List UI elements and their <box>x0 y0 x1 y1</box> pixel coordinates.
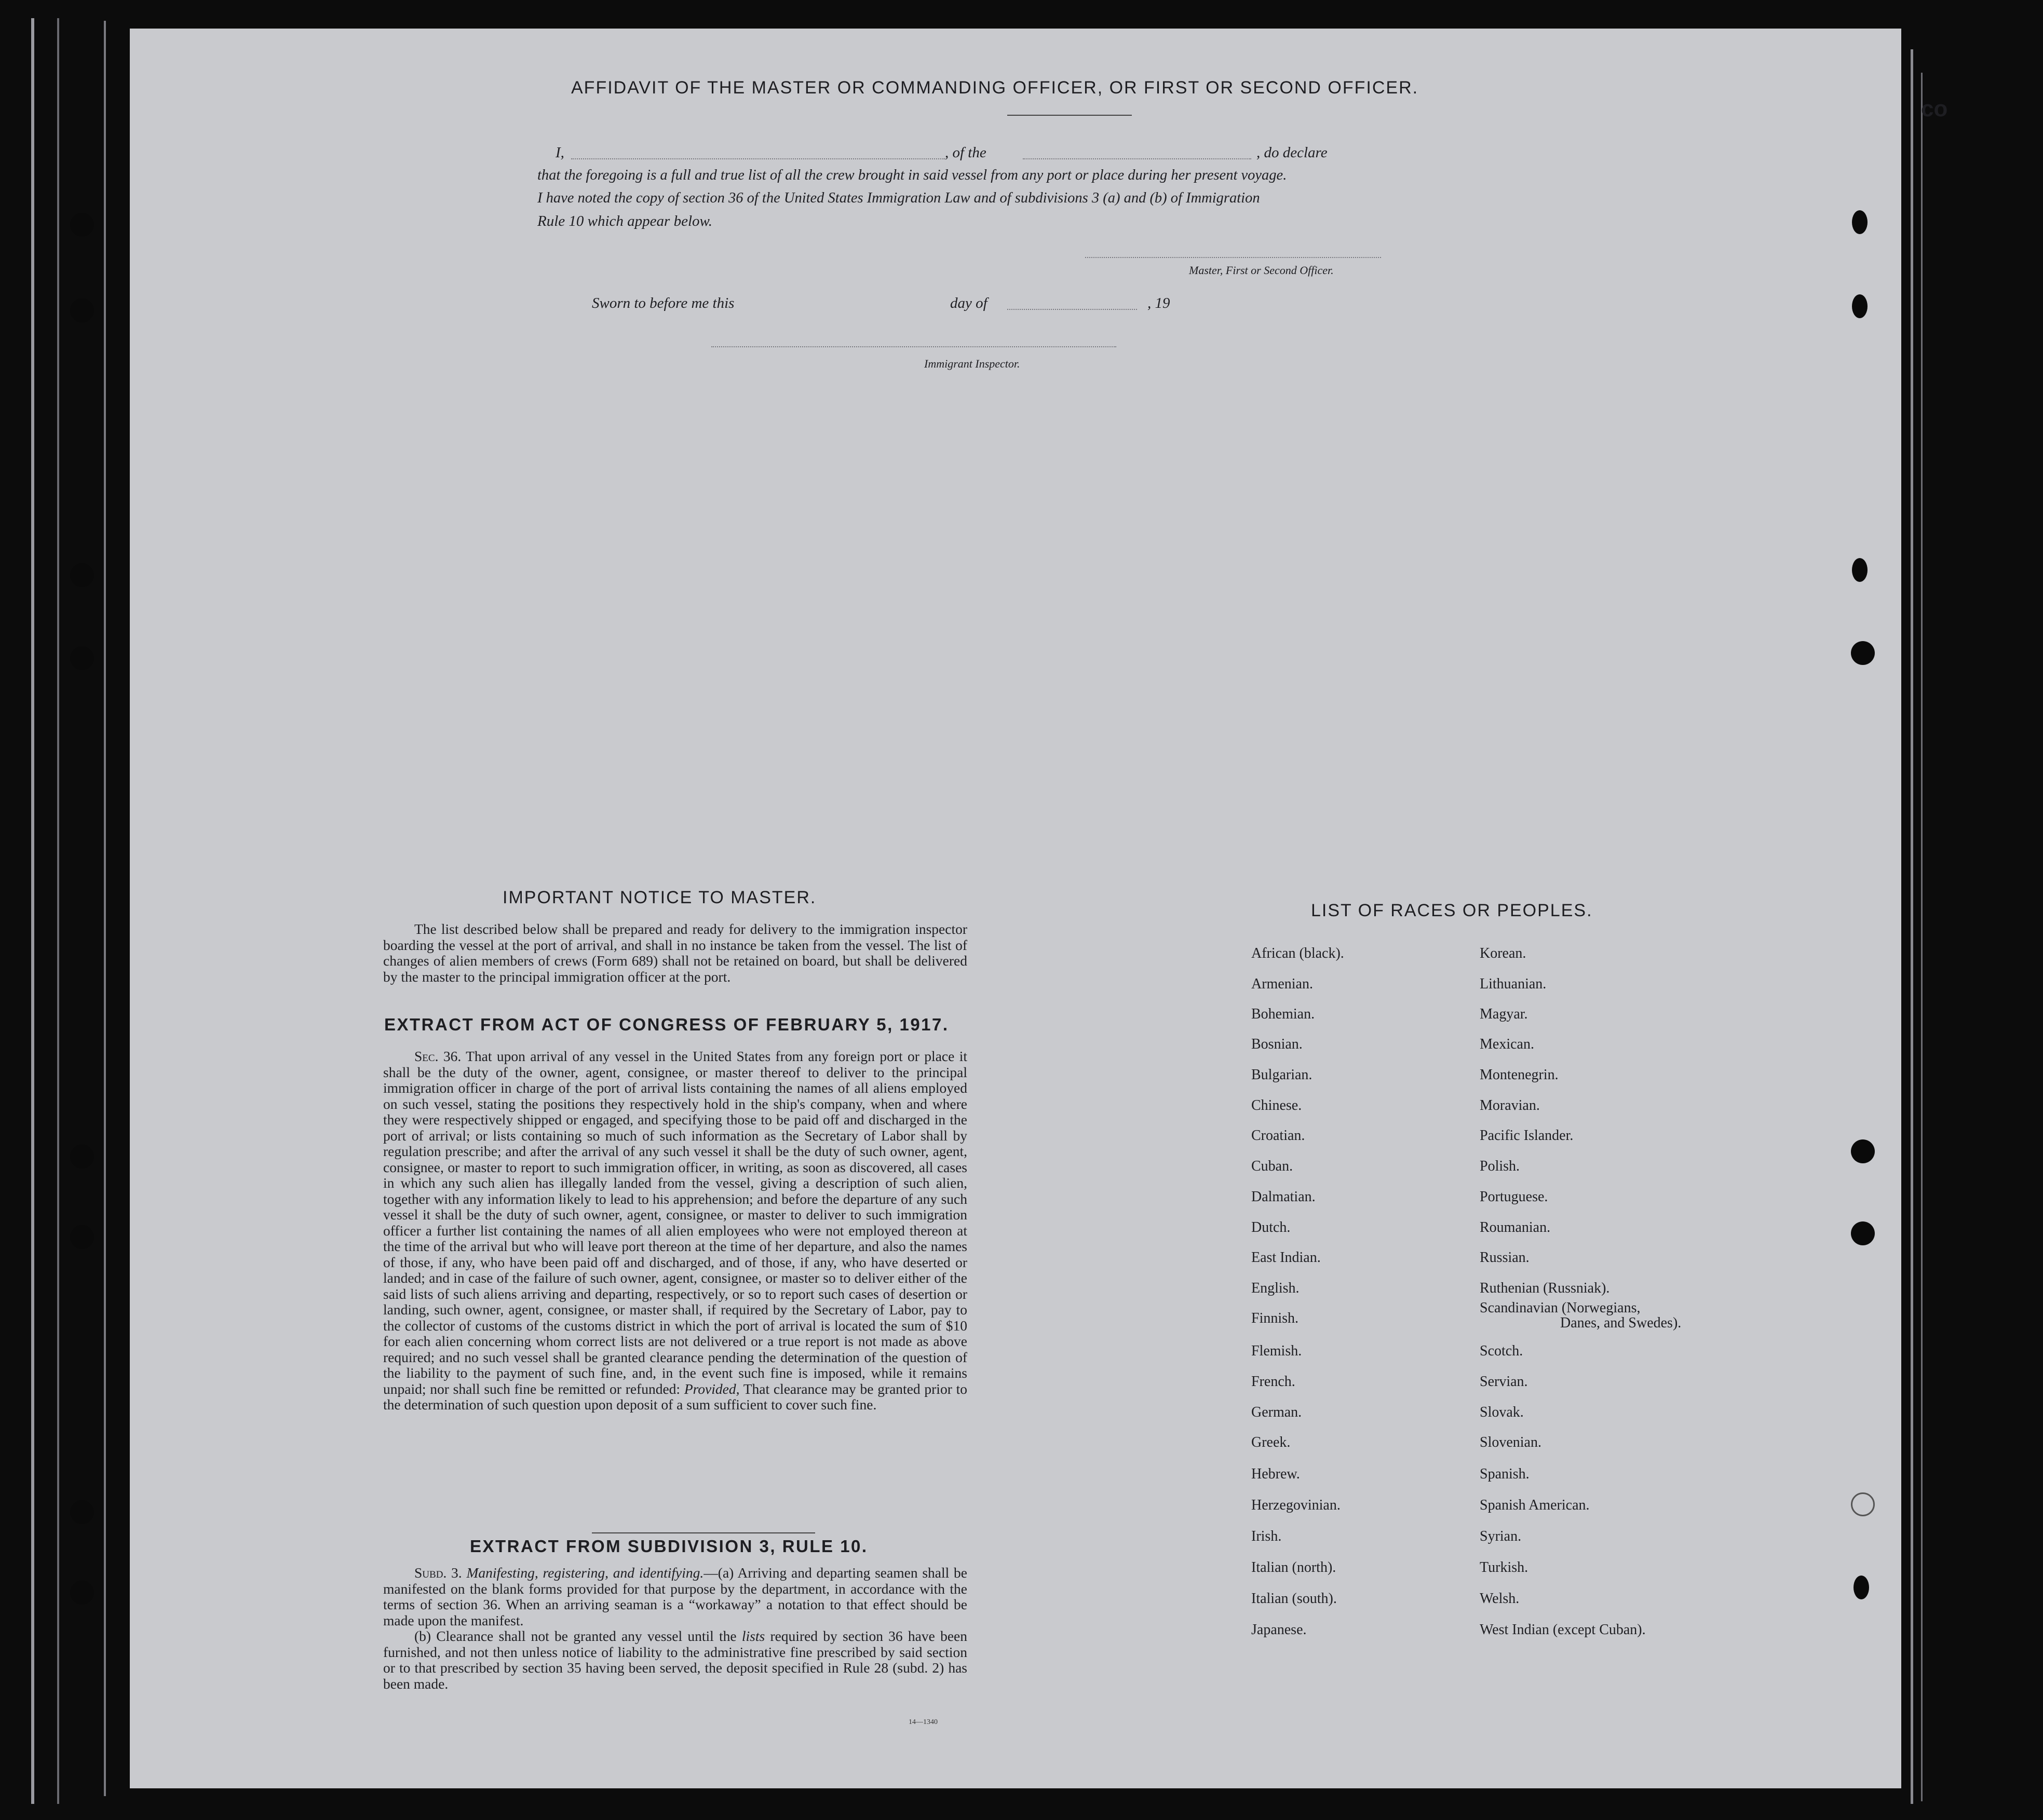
binder-edge <box>1921 73 1923 1801</box>
race-item: Syrian. <box>1480 1528 1522 1544</box>
punch-hole <box>1851 1492 1875 1516</box>
punch-hole <box>1851 1221 1875 1245</box>
race-item: English. <box>1251 1280 1300 1296</box>
punch-hole <box>1852 210 1868 234</box>
race-item: Magyar. <box>1480 1006 1528 1022</box>
race-item: Bohemian. <box>1251 1006 1315 1022</box>
race-item: Bosnian. <box>1251 1036 1303 1052</box>
race-item: Slovak. <box>1480 1404 1524 1420</box>
race-item: Cuban. <box>1251 1158 1293 1174</box>
rule-a-text <box>383 1565 967 1628</box>
race-item: Polish. <box>1480 1158 1520 1174</box>
race-item: Russian. <box>1480 1249 1530 1266</box>
race-item: Italian (south). <box>1251 1591 1337 1607</box>
notice-block <box>383 921 967 985</box>
master-signature-blank <box>1085 257 1381 258</box>
race-item: Ruthenian (Russniak). <box>1480 1280 1610 1296</box>
race-item: Mexican. <box>1480 1036 1534 1052</box>
race-item: Moravian. <box>1480 1097 1540 1113</box>
punch-hole <box>70 1500 94 1524</box>
race-item: Roumanian. <box>1480 1219 1551 1235</box>
binder-edge <box>104 21 106 1796</box>
punch-hole <box>70 213 94 237</box>
race-item: Scandinavian (Norwegians, <box>1480 1300 1641 1316</box>
form-number: 14—1340 <box>909 1718 938 1726</box>
race-right-continuation: Danes, and Swedes). <box>1560 1315 1682 1331</box>
subd-heading: Manifesting, registering, and identifying. <box>466 1565 704 1581</box>
race-item: Bulgarian. <box>1251 1067 1313 1083</box>
races-title: LIST OF RACES OR PEOPLES. <box>1311 901 1593 920</box>
document-page <box>130 29 1948 1788</box>
month-blank <box>1007 309 1137 310</box>
race-item: African (black). <box>1251 945 1344 961</box>
race-item: Turkish. <box>1480 1559 1528 1575</box>
punch-hole <box>1852 294 1868 318</box>
race-item: Korean. <box>1480 945 1526 961</box>
race-item: Servian. <box>1480 1374 1528 1390</box>
extract-rule-block <box>383 1565 967 1692</box>
inspector-signature-blank <box>711 346 1116 347</box>
race-item: Hebrew. <box>1251 1466 1300 1482</box>
master-caption: Master, First or Second Officer. <box>1189 264 1334 277</box>
punch-hole <box>1851 1139 1875 1163</box>
binder-edge <box>1911 49 1913 1804</box>
race-item: French. <box>1251 1374 1295 1390</box>
affidavit-line3: I have noted the copy of section 36 of the United States Immigration Law and of subdivisions 3 (a) and (b) of Immigration <box>537 190 1260 206</box>
race-item: Dalmatian. <box>1251 1189 1316 1205</box>
punch-hole <box>1853 1575 1869 1599</box>
affidavit-line4: Rule 10 which appear below. <box>537 213 712 229</box>
extract-rule-rule <box>592 1532 815 1533</box>
binder-edge <box>31 18 34 1804</box>
title-rule <box>1007 115 1132 116</box>
race-item: Armenian. <box>1251 976 1313 992</box>
race-item: Dutch. <box>1251 1219 1291 1235</box>
section-36-text <box>383 1049 967 1413</box>
punch-hole <box>70 646 94 670</box>
provided-word: Provided, <box>684 1380 740 1397</box>
race-item: East Indian. <box>1251 1249 1321 1266</box>
section-label: Sec. 36. <box>414 1048 462 1064</box>
race-item: Herzegovinian. <box>1251 1497 1341 1513</box>
race-item: Japanese. <box>1251 1622 1307 1638</box>
punch-hole <box>70 298 94 322</box>
race-item: Lithuanian. <box>1480 976 1547 992</box>
race-item: Spanish. <box>1480 1466 1530 1482</box>
race-item: Slovenian. <box>1480 1434 1541 1450</box>
section-end: That clearance may be granted prior to the determination of such question upon deposit of a sum sufficient to cover such fine. <box>383 1380 967 1412</box>
race-item: Spanish American. <box>1480 1497 1590 1513</box>
rule-b-text <box>383 1628 967 1692</box>
subd-label: Subd. 3. <box>414 1565 462 1581</box>
punch-hole <box>1851 641 1875 665</box>
punch-hole <box>70 1145 94 1169</box>
race-item: Portuguese. <box>1480 1189 1548 1205</box>
punch-hole <box>70 1581 94 1605</box>
race-item: Croatian. <box>1251 1128 1305 1144</box>
race-item: Welsh. <box>1480 1591 1520 1607</box>
binder-edge <box>57 18 59 1804</box>
race-item: Flemish. <box>1251 1343 1302 1359</box>
extract-act-block <box>383 1049 967 1413</box>
affidavit-of-the: , of the <box>945 144 986 161</box>
race-item: Scotch. <box>1480 1343 1523 1359</box>
punch-hole <box>1852 558 1868 582</box>
affidavit-line2: that the foregoing is a full and true list of all the crew brought in said vessel from any port or place during her present voyage. <box>537 167 1287 183</box>
subd-a: —(a) Arriving and departing seamen shall be manifested on the blank forms provided for that purpose by the department, in accordance with the terms of section 36. When an arriving seaman is a “workaway” a notation to that effect should be made upon the manifest. <box>383 1565 967 1628</box>
year-label: , 19 <box>1147 295 1170 311</box>
extract-rule-title: EXTRACT FROM SUBDIVISION 3, RULE 10. <box>470 1537 868 1556</box>
race-item: Greek. <box>1251 1434 1291 1450</box>
inspector-caption: Immigrant Inspector. <box>924 357 1020 370</box>
affidavit-do-declare: , do declare <box>1256 144 1328 161</box>
affidavit-i-label: I, <box>556 144 564 161</box>
section-body: That upon arrival of any vessel in the United States from any foreign port or place it shall be the duty of the owner, agent, consignee, or master thereof to deliver to the principal immigration officer in charge of the port of arrival lists containing the names of all aliens employed on such vessel, stating the positions they respectively hold in the ship's company, when and where they were respectively shipped or engaged, and specifying those to be paid off and discharged in the port of arrival; or lists containing so much of such information as the Secretary of Labor shall by regulation prescribe; and after the arrival of any such vessel it shall be the duty of such owner, agent, consignee, or master to report to such immigration officer, in writing, as soon as discovered, all cases in which any such alien has illegally landed from the vessel, giving a description of such alien, together with any information likely to lead to his apprehension; and before the departure of any such vessel it shall be the duty of such owner, agent, consignee, or master to deliver to such immigration officer a further list containing the names of all alien employees who were not employed thereon at the time of the arrival but who will leave port thereon at the time of her departure, and also the names of those, if any, who have been paid off and discharged, and of those, if any, who have deserted or landed; and in case of the failure of such owner, agent, consignee, or master so to deliver either of the said lists of such aliens arriving and departing, respectively, or so to report such cases of desertion or landing, such owner, agent, consignee, or master shall, if required by the Secretary of Labor, pay to the collector of customs of the customs district in which the port of arrival is located the sum of $10 for each alien concerning whom correct lists are not delivered or a true report is not made as above required; and no such vessel shall be granted clearance pending the determination of the question of the liability to the payment of such fine, and, in the event such fine is imposed, while it remains unpaid; nor shall such fine be remitted or refunded: <box>383 1048 967 1397</box>
vessel-blank <box>1023 158 1251 159</box>
race-item: West Indian (except Cuban). <box>1480 1622 1646 1638</box>
race-item: Pacific Islander. <box>1480 1128 1574 1144</box>
race-item: Chinese. <box>1251 1097 1302 1113</box>
subd-b-start: (b) Clearance shall not be granted any vessel until the <box>414 1628 737 1644</box>
name-blank <box>571 158 945 159</box>
margin-mark: co <box>1921 96 1948 121</box>
race-item: Finnish. <box>1251 1310 1299 1326</box>
punch-hole <box>70 563 94 587</box>
race-item: Italian (north). <box>1251 1559 1336 1575</box>
notice-title: IMPORTANT NOTICE TO MASTER. <box>503 888 817 907</box>
affidavit-title: AFFIDAVIT OF THE MASTER OR COMMANDING OFFICER, OR FIRST OR SECOND OFFICER. <box>571 78 1419 98</box>
notice-text: The list described below shall be prepared and ready for delivery to the immigration inspector boarding the vessel at the port of arrival, and shall in no instance be taken from the vessel. The list of changes of alien members of crews (Form 689) shall not be retained on board, but shall be delivered by the master to the principal immigration officer at the port. <box>383 921 967 985</box>
day-of-label: day of <box>950 295 987 311</box>
race-item: German. <box>1251 1404 1302 1420</box>
subd-b-end: required by section 36 have been furnished, and not then unless notice of liability to the administrative fine prescribed by said section or to that prescribed by section 35 having been served, the deposit specified in Rule 28 (subd. 2) has been made. <box>383 1628 967 1692</box>
extract-act-title: EXTRACT FROM ACT OF CONGRESS OF FEBRUARY 5, 1917. <box>384 1015 949 1034</box>
subd-b-lists: lists <box>741 1628 765 1644</box>
punch-hole <box>70 1225 94 1249</box>
sworn-label: Sworn to before me this <box>592 295 735 311</box>
race-item: Irish. <box>1251 1528 1282 1544</box>
race-item: Montenegrin. <box>1480 1067 1559 1083</box>
